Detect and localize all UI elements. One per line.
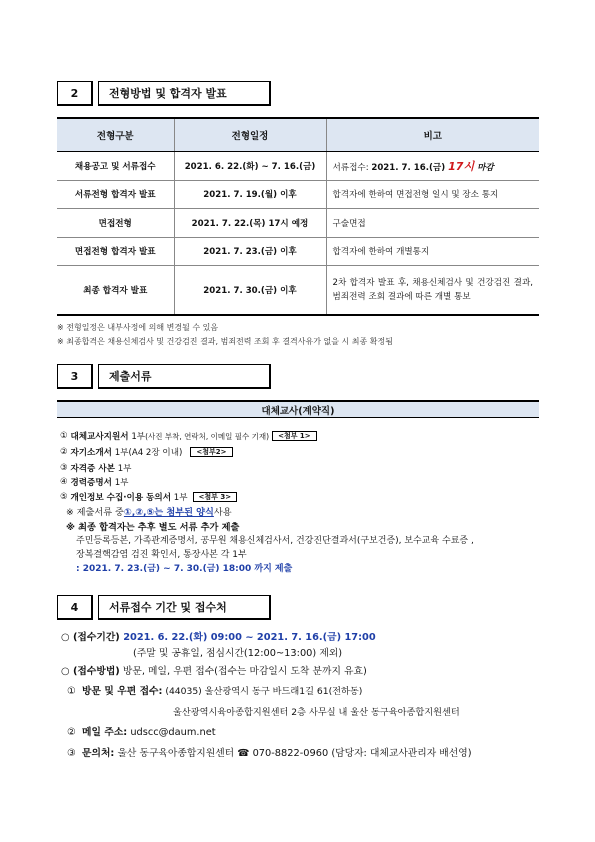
table-row	[57, 265, 539, 315]
email-address	[67, 724, 216, 738]
period-exclusion-note: (주말 및 공휴일, 점심시간(12:00~13:00) 제외)	[133, 648, 343, 659]
item-number: ⑤	[60, 492, 68, 502]
schedule-cell: 2021. 6. 22.(화) ~ 7. 16.(금)	[174, 151, 326, 180]
item-detail: (사진 부착, 연락처, 이메일 필수 기재)	[145, 431, 270, 441]
item-qty: 1부	[131, 432, 146, 442]
schedule-cell: 2021. 7. 23.(금) 이후	[174, 237, 326, 265]
note-cell: 2차 합격자 발표 후, 채용신체검사 및 건강검진 결과, 범죄전력 조회 결과에 따른 개별 통보	[326, 265, 539, 315]
note-prefix: ※ 제출서류 중	[66, 507, 124, 518]
section-title: 제출서류	[98, 364, 271, 389]
section-4-header	[57, 595, 271, 620]
item-name: 대체교사지원서	[70, 432, 129, 442]
section-2-header	[57, 81, 271, 106]
note-highlight: ①,②,⑤는 첨부된 양식	[123, 507, 214, 518]
stage-cell: 최종 합격자 발표	[57, 265, 174, 315]
item-qty: 1부	[114, 478, 129, 488]
stage-cell: 서류전형 합격자 발표	[57, 180, 174, 208]
item-number: ④	[60, 477, 68, 487]
item-name: 경력증명서	[70, 478, 112, 488]
item-detail: (A4 2장 이내)	[128, 448, 183, 458]
section-number: 2	[57, 81, 93, 106]
selection-schedule-table	[57, 117, 539, 316]
contact-value: 울산 동구육아종합지원센터 ☎ 070-8822-0960 (담당자: 대체교사관리자 배선영)	[114, 748, 472, 759]
item-name: 자격증 사본	[70, 464, 115, 474]
document-item	[60, 446, 233, 458]
schedule-note: ※ 전형일정은 내부사정에 의해 변경될 수 있음	[57, 323, 219, 332]
additional-docs-deadline	[76, 561, 292, 574]
note-suffix: 마감	[474, 162, 494, 173]
additional-docs-heading: ※ 최종 합격자는 추후 별도 서류 추가 제출	[66, 522, 240, 533]
document-item	[60, 476, 128, 488]
document-item	[60, 491, 237, 503]
item-number: ①	[60, 431, 68, 441]
section-number: 3	[57, 364, 93, 389]
form-usage-note	[66, 504, 232, 518]
note-cell: 합격자에 한하여 개별통지	[326, 237, 539, 265]
visit-mail-address	[67, 683, 362, 697]
item-number: ①	[67, 686, 76, 697]
additional-docs-list: 장복결핵감염 검진 확인서, 통장사본 각 1부	[76, 550, 247, 560]
schedule-cell: 2021. 7. 19.(월) 이후	[174, 180, 326, 208]
item-number: ②	[67, 727, 76, 738]
note-cell: 구술면접	[326, 208, 539, 237]
table-row	[57, 180, 539, 208]
item-name: 자기소개서	[70, 448, 112, 458]
note-cell: 합격자에 한하여 면접전형 일시 및 장소 통지	[326, 180, 539, 208]
item-number: ②	[60, 447, 68, 457]
table-header-row	[57, 118, 539, 151]
note-date: 2021. 7. 16.(금)	[371, 162, 449, 173]
column-header: 전형일정	[174, 118, 326, 151]
column-header: 전형구분	[57, 118, 174, 151]
contact-label: 문의처:	[82, 748, 115, 759]
item-qty: 1부	[117, 464, 132, 474]
note-cell	[326, 151, 539, 180]
period-label: ○ (접수기간)	[61, 632, 124, 643]
table-row	[57, 208, 539, 237]
schedule-cell: 2021. 7. 22.(목) 17시 예정	[174, 208, 326, 237]
deadline-text: : 2021. 7. 23.(금) ~ 7. 30.(금) 18:00 까지 제출	[76, 564, 293, 574]
table-row	[57, 151, 539, 180]
document-category-header: 대체교사(계약직)	[57, 400, 539, 418]
method-value: 방문, 메일, 우편 접수(접수는 마감일시 도착 분까지 유효)	[119, 666, 367, 677]
section-number: 4	[57, 595, 93, 620]
section-title: 서류접수 기간 및 접수처	[98, 595, 271, 620]
additional-docs-list: 주민등록등본, 가족관계증명서, 공무원 채용신체검사서, 건강진단결과서(구보건증), 보수교육 수료증 ,	[76, 536, 474, 546]
schedule-cell: 2021. 7. 30.(금) 이후	[174, 265, 326, 315]
submission-method	[61, 663, 367, 677]
attachment-tag: <첨부 3>	[193, 492, 238, 502]
stage-cell: 면접전형	[57, 208, 174, 237]
item-qty: 1부	[173, 493, 188, 503]
section-title: 전형방법 및 합격자 발표	[98, 81, 271, 106]
mail-label: 메일 주소:	[82, 727, 128, 738]
schedule-note: ※ 최종합격은 채용신체검사 및 건강검진 결과, 범죄전력 조회 후 결격사유가 없을 시 최종 확정됨	[57, 337, 393, 346]
note-suffix: 사용	[213, 507, 232, 518]
item-number: ③	[60, 463, 68, 473]
document-item	[60, 430, 317, 442]
stage-cell: 면접전형 합격자 발표	[57, 237, 174, 265]
table-row	[57, 237, 539, 265]
visit-address-detail: 울산광역시육아종합지원센터 2층 사무실 내 울산 동구육아종합지원센터	[173, 707, 460, 718]
document-item	[60, 462, 131, 474]
additional-docs-title	[66, 519, 239, 533]
item-number: ③	[67, 748, 76, 759]
mail-value: udscc@daum.net	[127, 727, 216, 738]
visit-label: 방문 및 우편 접수:	[82, 686, 163, 697]
method-label: ○ (접수방법)	[61, 666, 120, 677]
section-3-header	[57, 364, 271, 389]
contact-info	[67, 745, 472, 759]
visit-address: (44035) 울산광역시 동구 바드래1길 61(전하동)	[162, 686, 363, 697]
column-header: 비고	[326, 118, 539, 151]
note-prefix: 서류접수:	[332, 162, 372, 173]
attachment-tag: <첨부2>	[190, 447, 232, 457]
stage-cell: 채용공고 및 서류접수	[57, 151, 174, 180]
period-value: 2021. 6. 22.(화) 09:00 ~ 2021. 7. 16.(금) 17:00	[123, 632, 376, 643]
attachment-tag: <첨부 1>	[272, 431, 317, 441]
item-name: 개인정보 수집·이용 동의서	[70, 493, 172, 503]
note-deadline-time: 17시	[448, 159, 475, 173]
submission-period	[61, 629, 376, 643]
item-qty: 1부	[114, 448, 129, 458]
